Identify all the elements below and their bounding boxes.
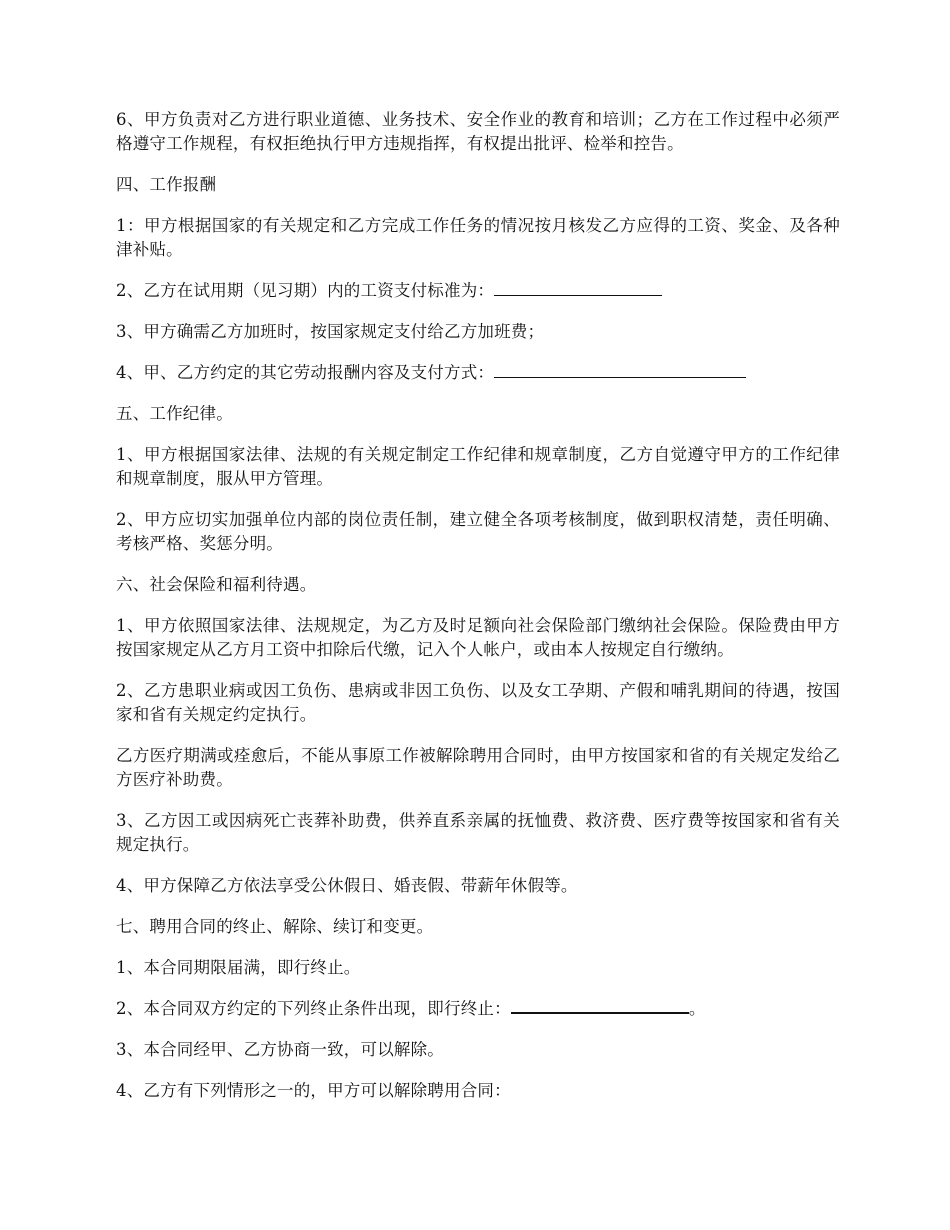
clause-4-4-text: 4、甲、乙方约定的其它劳动报酬内容及支付方式：	[116, 363, 495, 382]
clause-6-medical-subsidy: 乙方医疗期满或痊愈后，不能从事原工作被解除聘用合同时，由甲方按国家和省的有关规定发给乙方医疗补助费。	[116, 746, 840, 789]
document-page	[116, 108, 840, 1120]
section-4-heading: 四、工作报酬	[116, 175, 217, 194]
clause-6-3-funeral: 3、乙方因工或因病死亡丧葬补助费，供养直系亲属的抚恤费、救济费、医疗费等按国家和省有关规定执行。	[116, 811, 840, 854]
clause-6-training: 6、甲方负责对乙方进行职业道德、业务技术、安全作业的教育和培训；乙方在工作过程中必须严格遵守工作规程，有权拒绝执行甲方违规指挥，有权提出批评、检举和控告。	[116, 110, 840, 153]
clause-4-2-probation-pay	[116, 279, 840, 303]
clause-5-2-responsibility: 2、甲方应切实加强单位内部的岗位责任制，建立健全各项考核制度，做到职权清楚，责任明确、考核严格、奖惩分明。	[116, 510, 840, 553]
clause-6-4-holidays: 4、甲方保障乙方依法享受公休假日、婚丧假、带薪年休假等。	[116, 876, 578, 895]
clause-7-1-expiry: 1、本合同期限届满，即行终止。	[116, 958, 361, 977]
probation-pay-blank	[494, 279, 662, 296]
clause-7-2-conditions	[116, 997, 840, 1021]
clause-7-2-text: 2、本合同双方约定的下列终止条件出现，即行终止：	[116, 999, 511, 1018]
other-pay-blank	[494, 361, 746, 378]
clause-7-2-end: 。	[688, 999, 706, 1018]
termination-conditions-blank	[511, 1002, 689, 1014]
clause-4-2-text: 2、乙方在试用期（见习期）内的工资支付标准为：	[116, 281, 495, 300]
clause-7-3-mutual: 3、本合同经甲、乙方协商一致，可以解除。	[116, 1040, 444, 1059]
section-5-heading: 五、工作纪律。	[116, 404, 233, 423]
clause-6-1-insurance: 1、甲方依照国家法律、法规规定，为乙方及时足额向社会保险部门缴纳社会保险。保险费由甲方按国家规定从乙方月工资中扣除后代缴，记入个人帐户，或由本人按规定自行缴纳。	[116, 616, 840, 659]
clause-4-3-overtime: 3、甲方确需乙方加班时，按国家规定支付给乙方加班费；	[116, 322, 545, 341]
clause-5-1-discipline: 1、甲方根据国家法律、法规的有关规定制定工作纪律和规章制度，乙方自觉遵守甲方的工作纪律和规章制度，服从甲方管理。	[116, 445, 840, 488]
clause-4-1-salary: 1：甲方根据国家的有关规定和乙方完成工作任务的情况按月核发乙方应得的工资、奖金、及各种津补贴。	[116, 216, 840, 259]
section-7-heading: 七、聘用合同的终止、解除、续订和变更。	[116, 917, 434, 936]
clause-4-4-other-pay	[116, 361, 840, 385]
section-6-heading: 六、社会保险和福利待遇。	[116, 575, 317, 594]
clause-7-4-dismissal: 4、乙方有下列情形之一的，甲方可以解除聘用合同：	[116, 1081, 511, 1100]
clause-6-2-illness: 2、乙方患职业病或因工负伤、患病或非因工负伤、以及女工孕期、产假和哺乳期间的待遇，按国家和省有关规定约定执行。	[116, 681, 840, 724]
